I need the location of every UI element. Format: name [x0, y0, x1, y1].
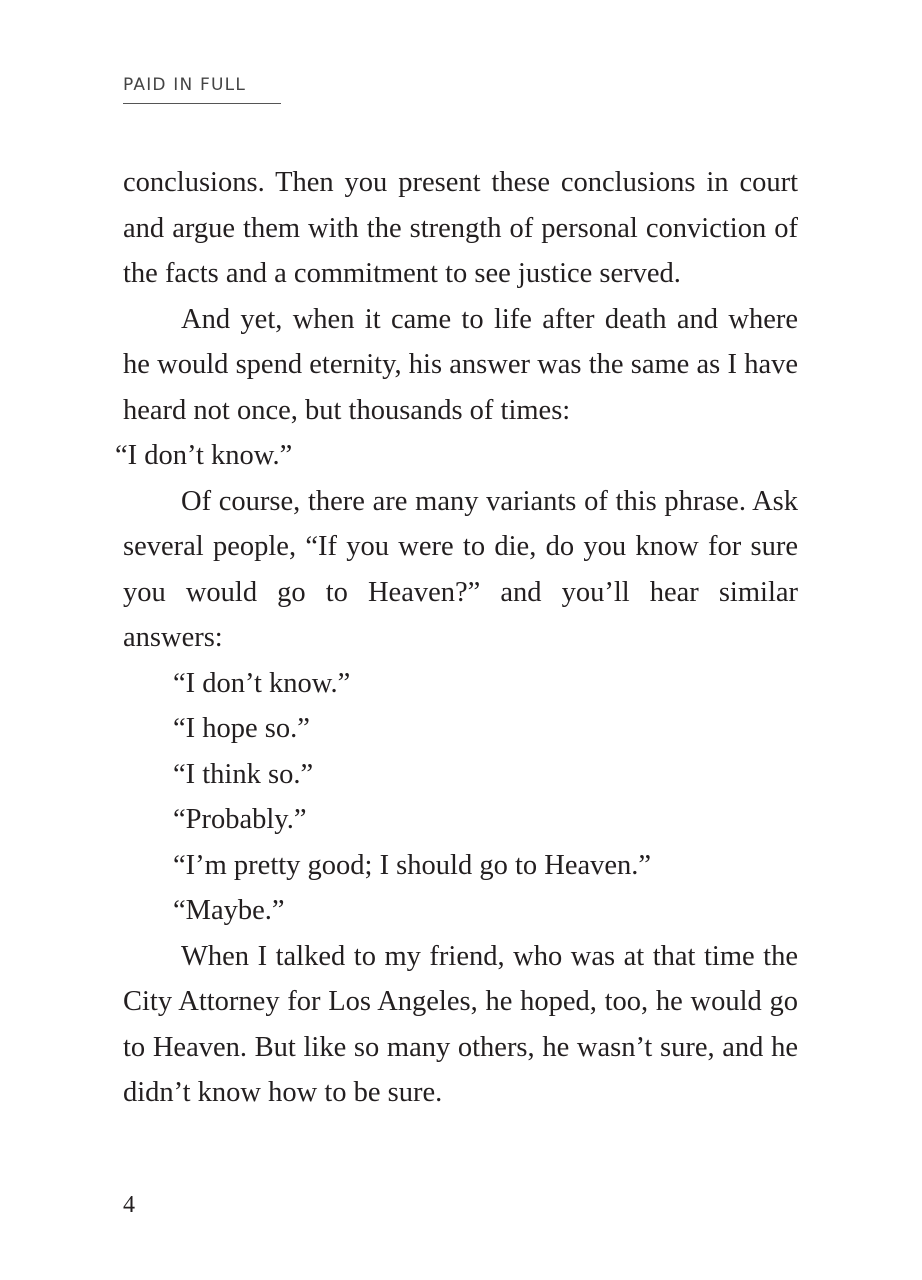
- answer-item: “I’m pretty good; I should go to Heaven.”: [173, 849, 652, 881]
- answer-item: “Probably.”: [173, 804, 307, 835]
- answer-item: “I don’t know.”: [173, 667, 351, 699]
- answer-item: “I think so.”: [173, 758, 314, 790]
- body-text: [115, 160, 798, 1116]
- paragraph-continuation: conclusions. Then you present these conclusions in court and argue them with the strength of personal conviction of the facts and a commitment to see justice served.: [123, 167, 798, 289]
- running-head: PAID IN FULL: [123, 75, 246, 95]
- page-number: 4: [123, 1192, 135, 1218]
- answer-item: “Maybe.”: [173, 895, 285, 926]
- paragraph-variants: Of course, there are many variants of this phrase. Ask several people, “If you were to die, do you know for sure you would go to Heaven?” and you’ll hear similar answers:: [123, 485, 798, 653]
- answer-item: “I hope so.”: [173, 713, 310, 744]
- paragraph-and-yet: And yet, when it came to life after death and where he would spend eternity, his answer was the same as I have heard not once, but thousands of times:: [123, 303, 798, 426]
- running-head-rule: [123, 103, 281, 104]
- quoted-reply: “I don’t know.”: [115, 440, 293, 471]
- paragraph-friend: When I talked to my friend, who was at that time the City Attorney for Los Angeles, he hoped, too, he would go to Heaven. But like so many others, he wasn’t sure, and he didn’t know how to be sure.: [123, 940, 798, 1108]
